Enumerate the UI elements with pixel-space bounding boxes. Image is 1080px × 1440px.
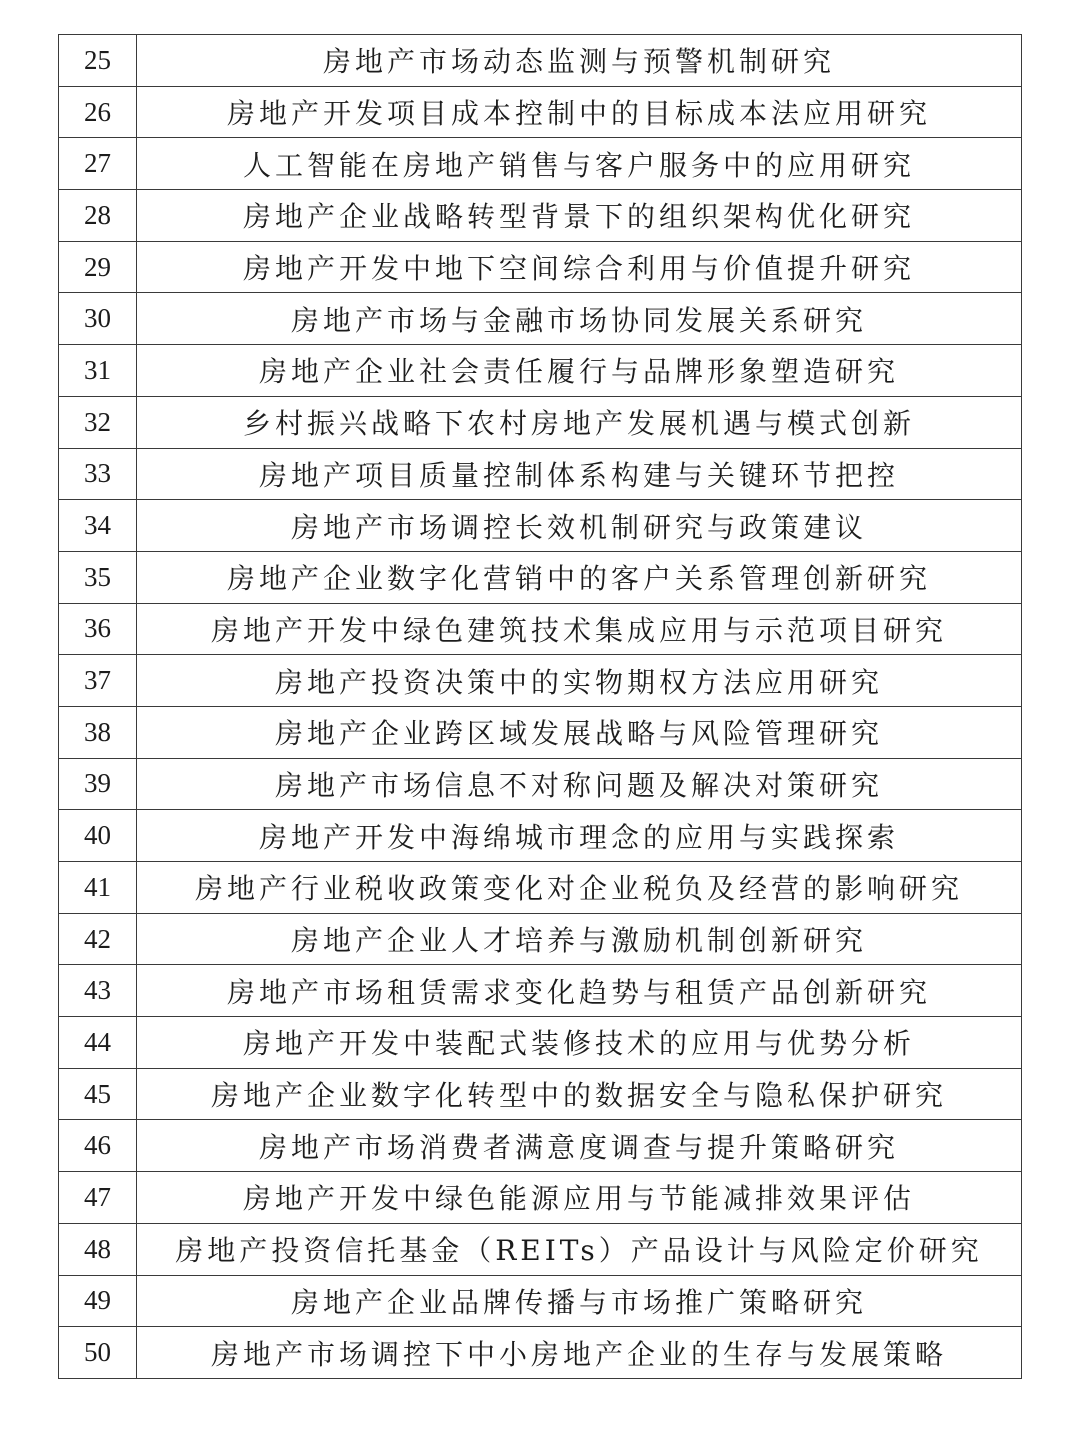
table-row [59,448,1022,500]
topic-title-cell: 房地产市场信息不对称问题及解决对策研究 [137,758,1022,810]
table-row [59,965,1022,1017]
row-number-cell: 44 [59,1017,137,1069]
topic-title-cell: 房地产投资信托基金（REITs）产品设计与风险定价研究 [137,1223,1022,1275]
topic-title-cell: 房地产项目质量控制体系构建与关键环节把控 [137,448,1022,500]
topic-title-cell: 房地产开发中海绵城市理念的应用与实践探索 [137,810,1022,862]
row-number-cell: 32 [59,396,137,448]
topic-title-cell: 乡村振兴战略下农村房地产发展机遇与模式创新 [137,396,1022,448]
row-number-cell: 27 [59,138,137,190]
topic-title-cell: 房地产行业税收政策变化对企业税负及经营的影响研究 [137,862,1022,914]
table-row [59,810,1022,862]
table-row [59,500,1022,552]
table-row [59,86,1022,138]
table-row [59,758,1022,810]
table-body [59,35,1022,1379]
row-number-cell: 36 [59,603,137,655]
topic-title-cell: 房地产市场与金融市场协同发展关系研究 [137,293,1022,345]
research-topics-table [58,34,1022,1379]
row-number-cell: 46 [59,1120,137,1172]
row-number-cell: 25 [59,35,137,87]
topic-title-cell: 房地产开发项目成本控制中的目标成本法应用研究 [137,86,1022,138]
topic-title-cell: 房地产投资决策中的实物期权方法应用研究 [137,655,1022,707]
row-number-cell: 45 [59,1068,137,1120]
row-number-cell: 33 [59,448,137,500]
table-row [59,655,1022,707]
table-row [59,35,1022,87]
table-row [59,241,1022,293]
topic-title-cell: 房地产市场租赁需求变化趋势与租赁产品创新研究 [137,965,1022,1017]
row-number-cell: 34 [59,500,137,552]
row-number-cell: 49 [59,1275,137,1327]
row-number-cell: 29 [59,241,137,293]
table-row [59,1068,1022,1120]
row-number-cell: 37 [59,655,137,707]
table-row [59,862,1022,914]
table-row [59,396,1022,448]
topic-title-cell: 房地产企业人才培养与激励机制创新研究 [137,913,1022,965]
topic-title-cell: 房地产企业品牌传播与市场推广策略研究 [137,1275,1022,1327]
row-number-cell: 35 [59,551,137,603]
table-row [59,706,1022,758]
topic-title-cell: 房地产市场调控长效机制研究与政策建议 [137,500,1022,552]
topic-title-cell: 房地产市场动态监测与预警机制研究 [137,35,1022,87]
topic-title-cell: 房地产开发中地下空间综合利用与价值提升研究 [137,241,1022,293]
table-row [59,1275,1022,1327]
table-row [59,190,1022,242]
topic-title-cell: 房地产企业社会责任履行与品牌形象塑造研究 [137,345,1022,397]
table-row [59,913,1022,965]
table-row [59,1172,1022,1224]
topic-title-cell: 房地产开发中绿色能源应用与节能减排效果评估 [137,1172,1022,1224]
topic-title-cell: 房地产开发中绿色建筑技术集成应用与示范项目研究 [137,603,1022,655]
row-number-cell: 41 [59,862,137,914]
topic-title-cell: 人工智能在房地产销售与客户服务中的应用研究 [137,138,1022,190]
table-row [59,1120,1022,1172]
topic-title-cell: 房地产企业跨区域发展战略与风险管理研究 [137,706,1022,758]
table-row [59,293,1022,345]
table-row [59,138,1022,190]
table-row [59,551,1022,603]
row-number-cell: 28 [59,190,137,242]
topic-title-cell: 房地产开发中装配式装修技术的应用与优势分析 [137,1017,1022,1069]
topic-title-cell: 房地产企业数字化营销中的客户关系管理创新研究 [137,551,1022,603]
table-row [59,1223,1022,1275]
table-row [59,603,1022,655]
row-number-cell: 47 [59,1172,137,1224]
row-number-cell: 43 [59,965,137,1017]
table-row [59,345,1022,397]
table-row [59,1017,1022,1069]
topic-title-cell: 房地产市场消费者满意度调查与提升策略研究 [137,1120,1022,1172]
row-number-cell: 50 [59,1327,137,1379]
row-number-cell: 40 [59,810,137,862]
topic-title-cell: 房地产企业战略转型背景下的组织架构优化研究 [137,190,1022,242]
topic-title-cell: 房地产市场调控下中小房地产企业的生存与发展策略 [137,1327,1022,1379]
row-number-cell: 39 [59,758,137,810]
row-number-cell: 48 [59,1223,137,1275]
row-number-cell: 30 [59,293,137,345]
row-number-cell: 26 [59,86,137,138]
row-number-cell: 31 [59,345,137,397]
table-row [59,1327,1022,1379]
row-number-cell: 42 [59,913,137,965]
row-number-cell: 38 [59,706,137,758]
topic-title-cell: 房地产企业数字化转型中的数据安全与隐私保护研究 [137,1068,1022,1120]
